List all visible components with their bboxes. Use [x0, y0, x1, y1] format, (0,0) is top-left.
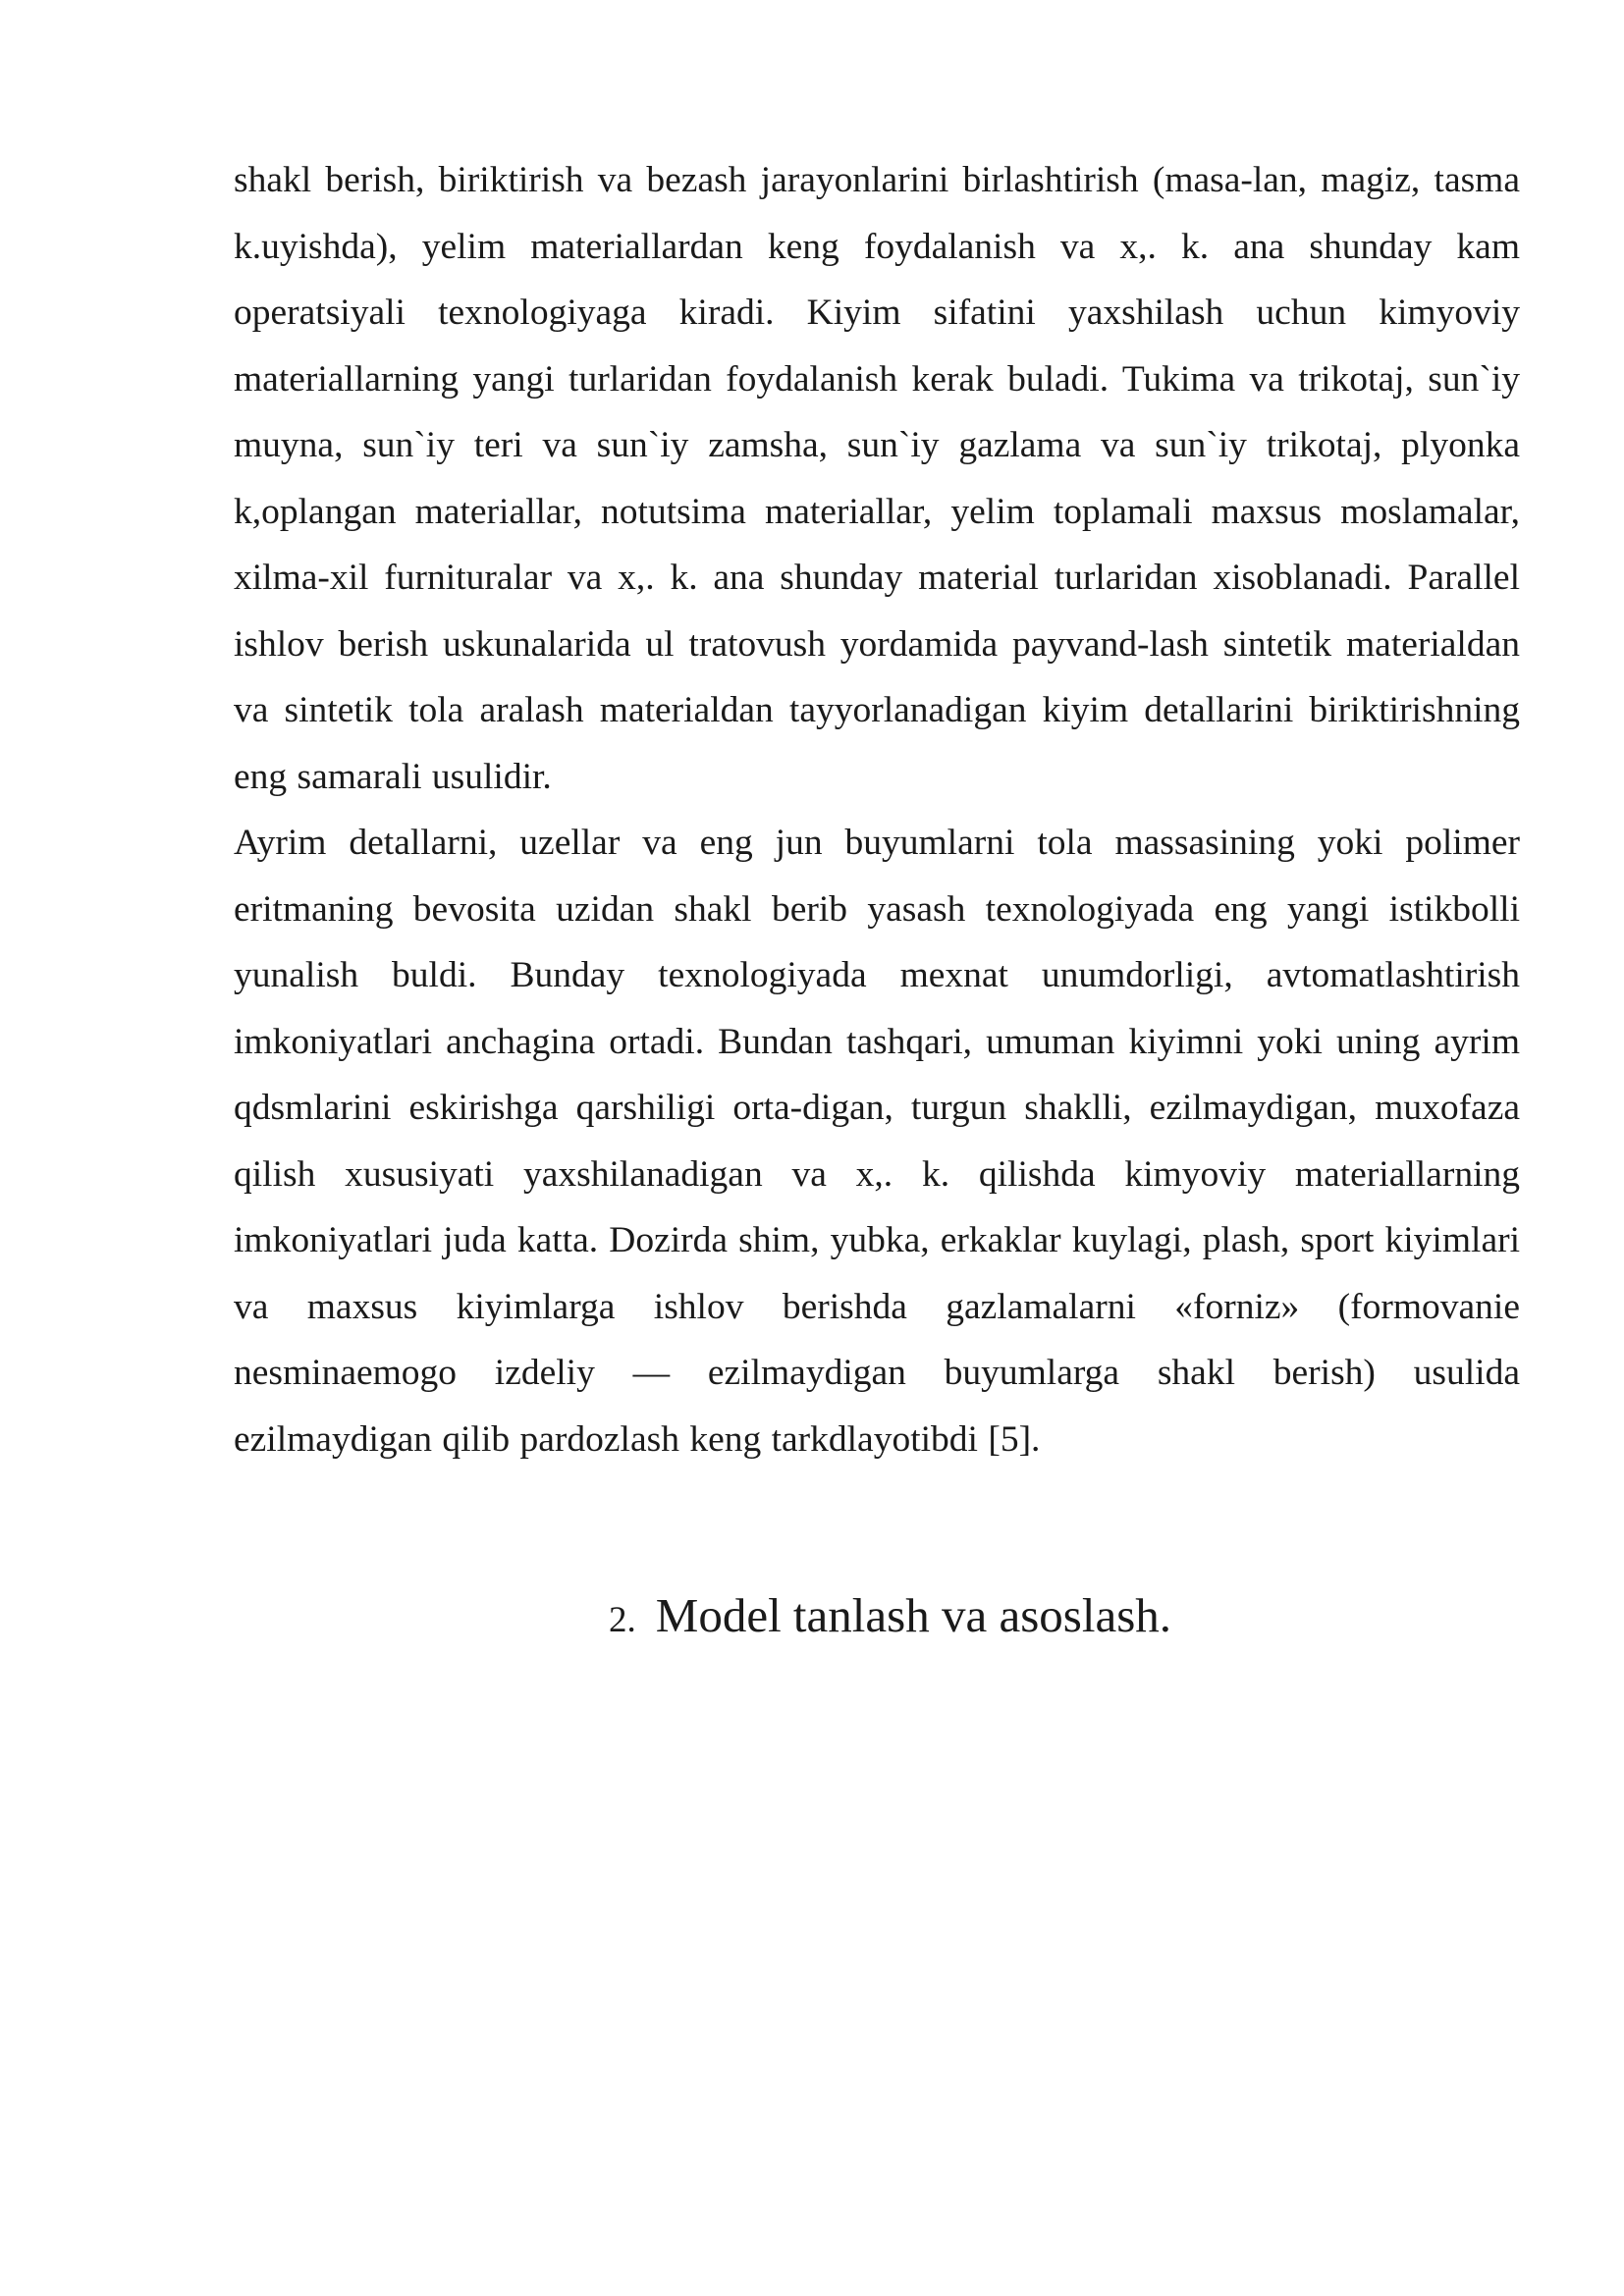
- document-page: [234, 147, 1520, 1642]
- paragraph-1: shakl berish, biriktirish va bezash jarayonlarini birlashtirish (masa-lan, magiz, tasma k.uyishda), yelim materiallardan keng foydalanish va x,. k. ana shunday kam operatsiyali texnologiyaga kiradi. Kiyim sifatini yaxshilash uchun kimyoviy materiallarning yangi turlaridan foydalanish kerak buladi. Tukima va trikotaj, sun`iy muyna, sun`iy teri va sun`iy zamsha, sun`iy gazlama va sun`iy trikotaj, plyonka k,oplangan materiallar, notutsima materiallar, yelim toplamali maxsus moslamalar, xilma-xil furnituralar va x,. k. ana shunday material turlaridan xisoblanadi. Parallel ishlov berish uskunalarida ul tratovush yordamida payvand-lash sintetik materialdan va sintetik tola aralash materialdan tayyorlanadigan kiyim detallarini biriktirishning eng samarali usulidir.: [234, 160, 1520, 797]
- section-number: 2.: [609, 1600, 636, 1640]
- paragraph-2: Ayrim detallarni, uzellar va eng jun buyumlarni tola massasining yoki polimer eritmaning bevosita uzidan shakl berib yasash texnologiyada eng yangi istikbolli yunalish buldi. Bunday texnologiyada mexnat unumdorligi, avtomatlashtirish imkoniyatlari anchagina ortadi. Bundan tashqari, umuman kiyimni yoki uning ayrim qdsmlarini eskirishga qarshiligi orta-digan, turgun shaklli, ezilmaydigan, muxofaza qilish xususiyati yaxshilanadigan va x,. k. qilishda kimyoviy materiallarning imkoniyatlari juda katta. Dozirda shim, yubka, erkaklar kuylagi, plash, sport kiyimlari va maxsus kiyimlarga ishlov berishda gazlamalarni «forniz» (formovanie nesminaemogo izdeliy — ezilmaydigan buyumlarga shakl berish) usulida ezilmaydigan qilib pardozlash keng tarkdlayotibdi [5].: [234, 823, 1520, 1460]
- section-heading: [234, 1587, 1520, 1643]
- section-title: Model tanlash va asoslash.: [655, 1588, 1172, 1642]
